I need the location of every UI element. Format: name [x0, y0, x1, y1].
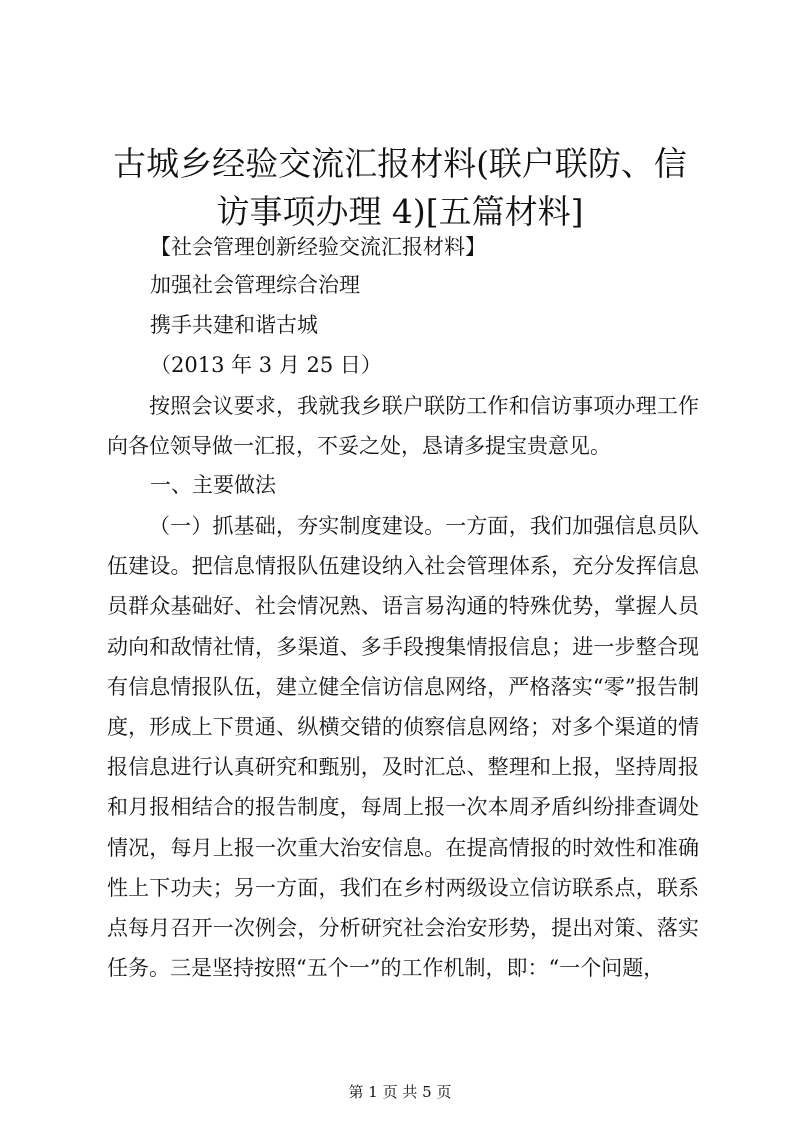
document-title: 古城乡经验交流汇报材料(联户联防、信访事项办理 4)[五篇材料]: [113, 144, 687, 231]
document-subtitle: 【社会管理创新经验交流汇报材料】: [150, 235, 486, 259]
intro-paragraph: 按照会议要求，我就我乡联户联防工作和信访事项办理工作向各位领导做一汇报，不妥之处，恳请多提宝贵意见。: [107, 394, 699, 459]
heading-line-1: 加强社会管理综合治理: [150, 273, 360, 297]
heading-line-2: 携手共建和谐古城: [150, 313, 318, 337]
section-heading: 一、主要做法: [150, 473, 276, 497]
page-indicator: 第 1 页 共 5 页: [348, 1083, 452, 1101]
body-paragraph-1: （一）抓基础，夯实制度建设。一方面，我们加强信息员队伍建设。把信息情报队伍建设纳入社会管理体系，充分发挥信息员群众基础好、社会情况熟、语言易沟通的特殊优势，掌握人员动向和敌情社情，多渠道、多手段搜集情报信息；进一步整合现有信息情报队伍，建立健全信访信息网络，严格落实“零”报告制度，形成上下贯通、纵横交错的侦察信息网络；对多个渠道的情报信息进行认真研究和甄别，及时汇总、整理和上报，坚持周报和月报相结合的报告制度，每周上报一次本周矛盾纠纷排查调处情况，每月上报一次重大治安信息。在提高情报的时效性和准确性上下功夫；另一方面，我们在乡村两级设立信访联系点，联系点每月召开一次例会，分析研究社会治安形势，提出对策、落实任务。三是坚持按照“五个一”的工作机制，即：“一个问题，: [107, 514, 699, 981]
document-date: （2013 年 3 月 25 日）: [150, 353, 382, 377]
